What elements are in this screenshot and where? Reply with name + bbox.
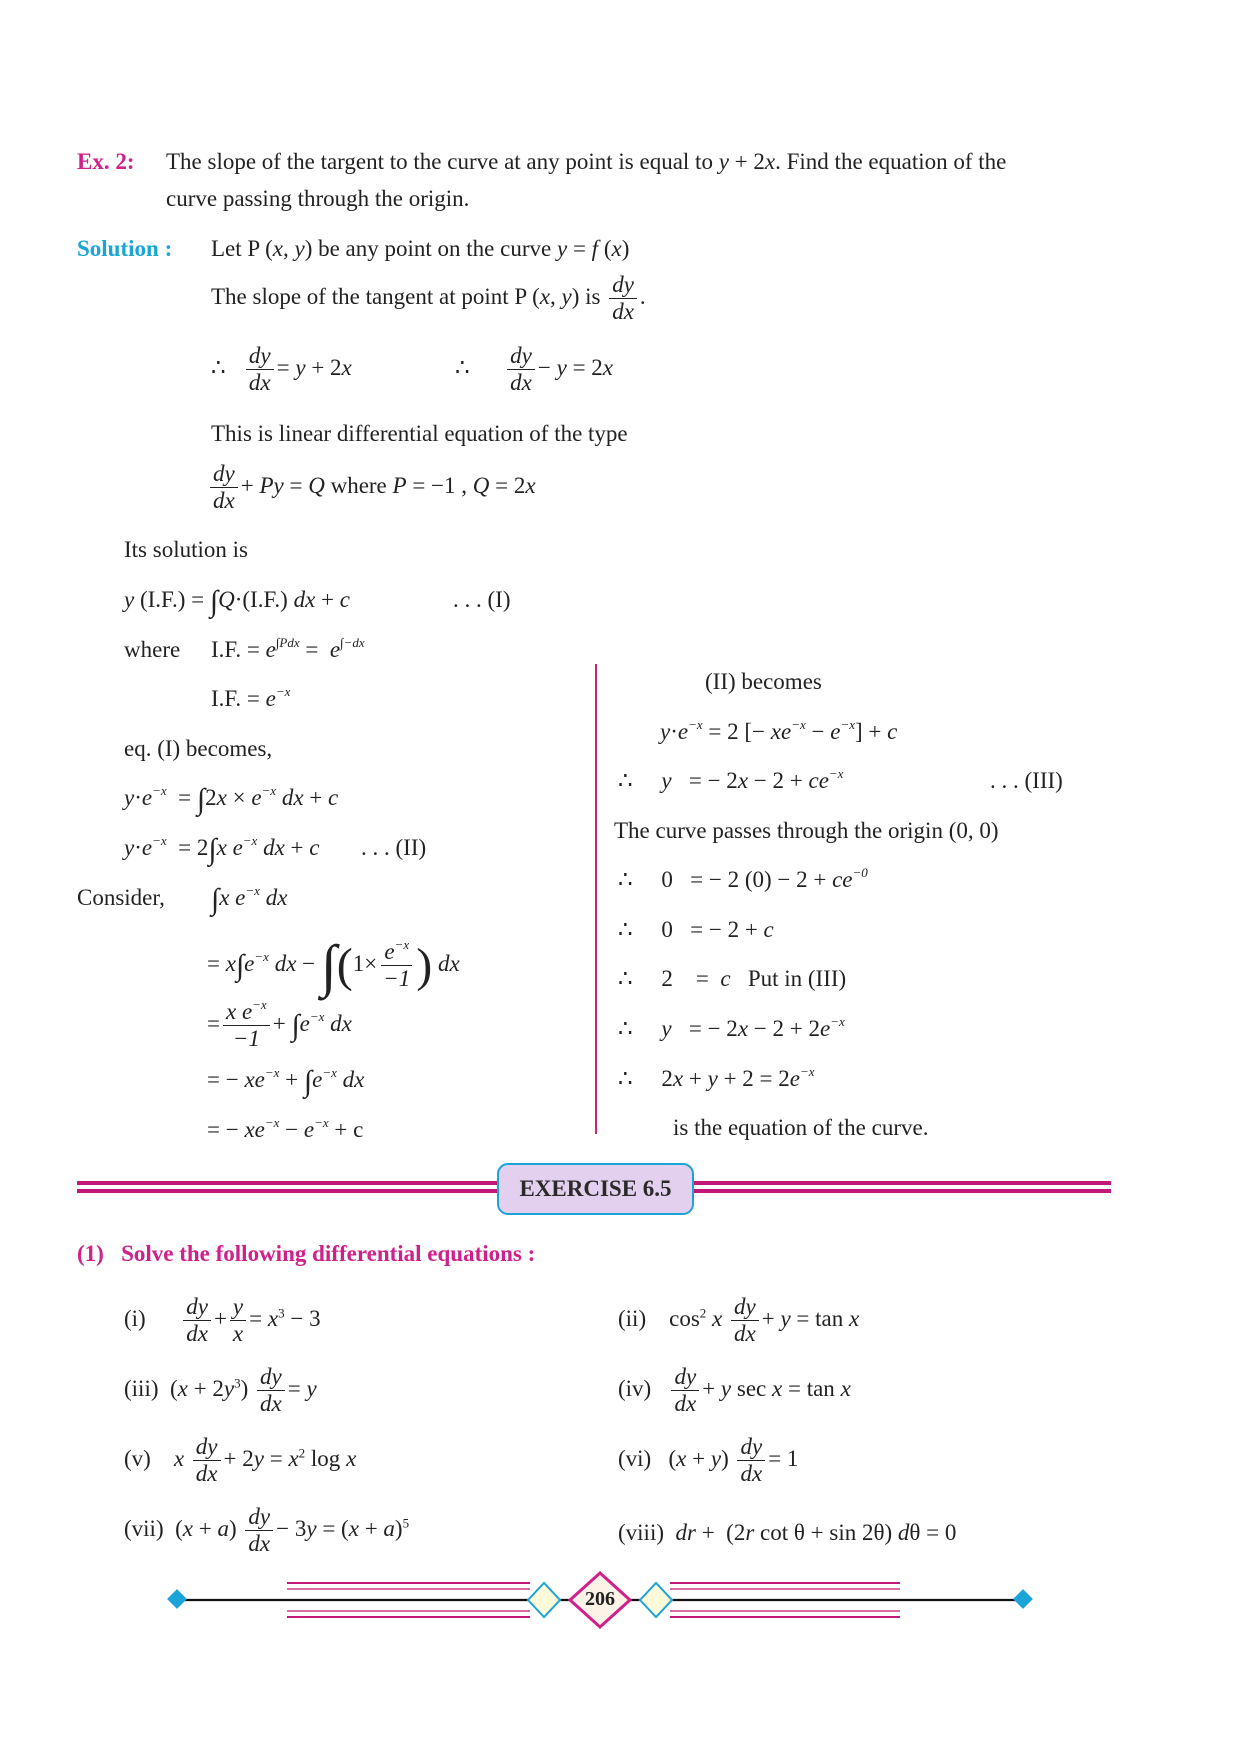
right-step6: ∴ y = − $2x - 2 + 2e^{-x}$ [618, 1014, 845, 1041]
eq-dydx-a: ∴ $\frac{dy}{dx}$ = y + 2x [211, 343, 352, 396]
exercise-item-vii: (vii) (x + a) $\frac{dy}{dx}$ − $3y = (x + a)^5$ [124, 1504, 410, 1557]
conclusion: is the equation of the curve. [673, 1115, 929, 1140]
its-solution: Its solution is [124, 537, 248, 562]
put-in-label: Put in (III) [747, 966, 847, 991]
solution-label: Solution : [77, 236, 173, 261]
exercise-item-ii: (ii) $\cos^2 x$ $\frac{dy}{dx}$ + y = tan x [618, 1294, 860, 1347]
exercise-item-v: (v) x $\frac{dy}{dx}$ + $2y = x^2$ log x [124, 1434, 357, 1487]
footer-right-diamond [1013, 1589, 1033, 1609]
slope-statement: The slope of the tangent at point P (x, y) is $\frac{dy}{dx}$ . [211, 272, 646, 325]
right-step2: ∴ y = − $2x - 2 + ce^{-x}$ [618, 766, 844, 793]
exercise-band-right-top [690, 1181, 1111, 1185]
tag-I: . . . (I) [453, 587, 511, 612]
solution-intro: Let P (x, y) be any point on the curve y = f (x) [211, 236, 630, 261]
solution-formula: y (I.F.) = ∫Q·(I.F.) dx + c [124, 585, 350, 618]
ii-becomes: (II) becomes [705, 669, 822, 694]
ibp-step3: = − $xe^{-x} + \int e^{-x}$ dx [207, 1065, 365, 1098]
right-step7: ∴ $2x + y + 2 = 2e^{-x}$ [618, 1064, 815, 1091]
exercise-band-left-top [77, 1181, 497, 1185]
exercise-item-i: (i) $\frac{dy}{dx}$ + $\frac{y}{x}$ = $x^3 - 3$ [124, 1294, 321, 1347]
tag-III: . . . (III) [990, 768, 1063, 793]
example-text-line2: curve passing through the origin. [166, 186, 470, 211]
integration-by-parts: = $x\int e^{-x}$ dx − ∫(1× $\frac{e^{-x}}{-1}$ ) dx [207, 932, 460, 998]
linear-form: $\frac{dy}{dx}$ + Py = Q where P = −1 , Q = 2x [207, 462, 536, 513]
eq-dydx-b: ∴ $\frac{dy}{dx}$ − y = 2x [455, 343, 614, 396]
example-text-line1: The slope of the targent to the curve at any point is equal to y + 2x. Find the equation of the [166, 149, 1007, 174]
exercise-item-viii: (viii) dr + (2r cot θ + sin 2θ) dθ = 0 [618, 1520, 957, 1545]
exercise-band-right-bottom [690, 1189, 1111, 1193]
ibp-step2: = $\frac{x e^{-x}}{-1}$ + $\int e^{-x}$ dx [207, 997, 352, 1052]
if-definition: I.F. = $e^{\int Pdx} = e^{\int-dx}$ [211, 635, 365, 662]
column-divider [595, 664, 597, 1134]
linear-type-text: This is linear differential equation of the type [211, 421, 628, 446]
exercise-item-vi: (vi) (x + y) $\frac{dy}{dx}$ = 1 [618, 1434, 799, 1487]
eq1-becomes: eq. (I) becomes, [124, 736, 273, 761]
right-step5: ∴ 2 = c Put in (III) [618, 966, 847, 991]
exercise-title: EXERCISE 6.5 [497, 1163, 694, 1215]
footer-left-diamond [167, 1589, 187, 1609]
example-label: Ex. 2: [77, 149, 135, 174]
consider-expr: ∫x $e^{-x}$ dx [211, 883, 288, 916]
exercise-item-iv: (iv) $\frac{dy}{dx}$ + y sec x = tan x [618, 1364, 851, 1417]
where-label: where [124, 637, 181, 662]
step2: $y\cdot e^{-x} = 2\int x$ $e^{-x}$ dx + c [124, 833, 320, 866]
passes-origin: The curve passes through the origin (0, 0) [614, 818, 999, 843]
question-1-heading: (1) Solve the following differential equations : [77, 1241, 536, 1266]
if-value: I.F. = $e^{-x}$ [211, 684, 291, 711]
exercise-band-left-bottom [77, 1189, 497, 1193]
page-number: 206 [585, 1588, 615, 1610]
right-step1: $y\cdot e^{-x} = 2$ [− $xe^{-x} - e^{-x}] + c$ [660, 717, 898, 744]
right-step4: ∴ 0 = − 2 + c [618, 917, 774, 942]
exercise-item-iii: (iii) $(x + 2y^3)$ $\frac{dy}{dx}$ = y [124, 1364, 317, 1417]
step1: $y\cdot e^{-x} = \int 2x \times e^{-x}$ dx + c [124, 783, 339, 816]
consider-label: Consider, [77, 885, 165, 910]
right-step3: ∴ 0 = − 2 $(0) - 2 + ce^{-0}$ [618, 865, 868, 892]
ibp-step4: = − $xe^{-x} - e^{-x} + c$ [207, 1115, 364, 1142]
tag-II: . . . (II) [361, 835, 427, 860]
